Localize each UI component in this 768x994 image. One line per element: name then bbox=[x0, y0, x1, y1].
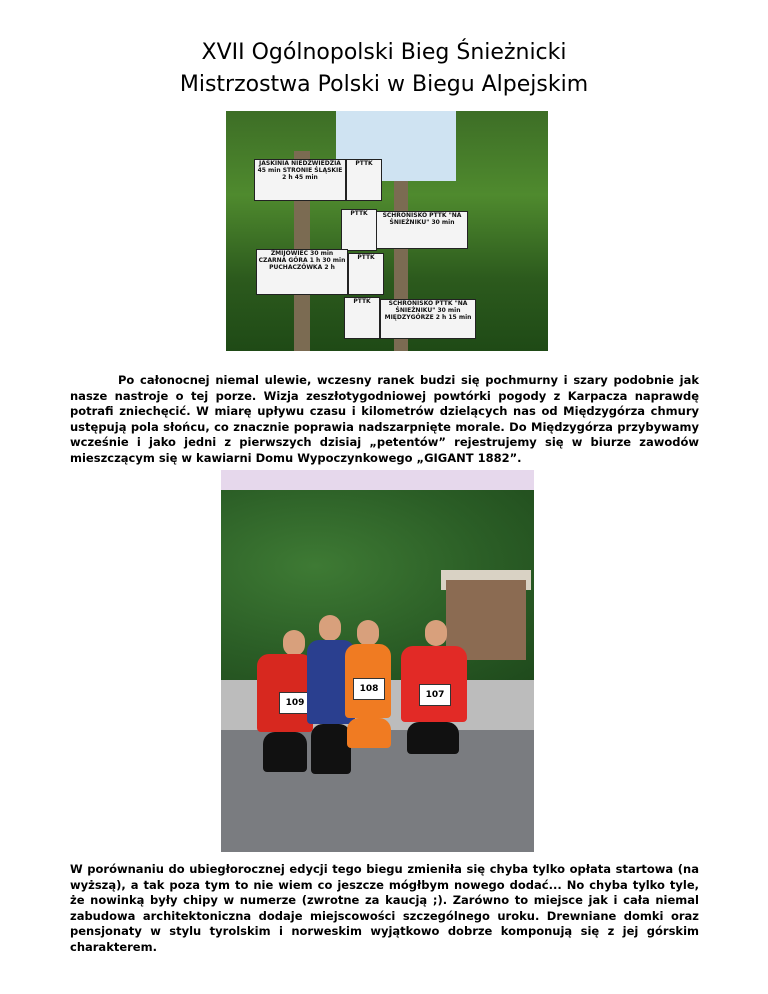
runner-head bbox=[425, 620, 447, 646]
race-bib: 107 bbox=[419, 684, 451, 706]
race-bib: 109 bbox=[279, 692, 311, 714]
runner-shorts bbox=[407, 722, 459, 754]
runners-photo bbox=[221, 470, 534, 852]
runner-head bbox=[319, 615, 341, 641]
pttk-sign: PTTK bbox=[344, 297, 380, 339]
runner-head bbox=[357, 620, 379, 646]
paragraph-1 bbox=[70, 373, 699, 467]
pttk-sign: PTTK bbox=[346, 159, 382, 201]
paragraph-1-text: Po całonocnej niemal ulewie, wczesny ranek budzi się pochmurny i szary podobnie jak nasze nastroje o tej porze. Wizja zeszłotygodniowej powtórki pogody z Karpacza naprawdę potrafi zniechęcić. W miarę upływu czasu i kilometrów dzielących nas od Międzygórza chmury ustępują pola słońcu, co znacznie poprawia nadszarpnięte morale. Do Międzygórza przybywamy wcześnie i jako jedni z pierwszych dzisiaj „petentów” rejestrujemy się w biurze zawodów mieszczącym się w kawiarni Domu Wypoczynkowego „GIGANT 1882”. bbox=[70, 373, 699, 465]
trail-sign: SCHRONISKO PTTK "NA ŚNIEŻNIKU" 30 min bbox=[376, 211, 468, 249]
title-line-2: Mistrzostwa Polski w Biegu Alpejskim bbox=[179, 72, 589, 97]
trail-sign: ŻMIJOWIEC 30 min CZARNA GÓRA 1 h 30 min PUCHACZÓWKA 2 h bbox=[256, 249, 348, 295]
race-bib: 108 bbox=[353, 678, 385, 700]
paragraph-2: W porównaniu do ubiegłorocznej edycji tego biegu zmieniła się chyba tylko opłata startowa (na wyższą), a tak poza tym to nie wiem co jeszcze mógłbym nowego dodać... No chyba tylko tyle, że nowinką były chipy w numerze (zwrotne za kaucją ;). Zarówno to miejsce jak i cała niemal zabudowa architektoniczna dodaje miejscowości szczególnego uroku. Drewniane domki oraz pensjonaty w stylu tyrolskim i norweskim wyjątkowo dobrze komponują się z jej górskim charakterem. bbox=[70, 862, 699, 954]
trail-sign: JASKINIA NIEDŹWIEDZIA 45 min STRONIE ŚLĄSKIE 2 h 45 min bbox=[254, 159, 346, 201]
pttk-sign: PTTK bbox=[341, 209, 377, 251]
runner-shorts bbox=[263, 732, 307, 772]
trail-sign: SCHRONISKO PTTK "NA ŚNIEŻNIKU" 30 min MIĘDZYGÓRZE 2 h 15 min bbox=[380, 299, 476, 339]
runner-head bbox=[283, 630, 305, 656]
pttk-sign: PTTK bbox=[348, 253, 384, 295]
title-line-1: XVII Ogólnopolski Bieg Śnieżnicki bbox=[201, 40, 567, 65]
runner-shorts bbox=[311, 724, 351, 774]
trail-signpost-photo bbox=[226, 111, 548, 351]
runner-shorts bbox=[347, 718, 391, 748]
